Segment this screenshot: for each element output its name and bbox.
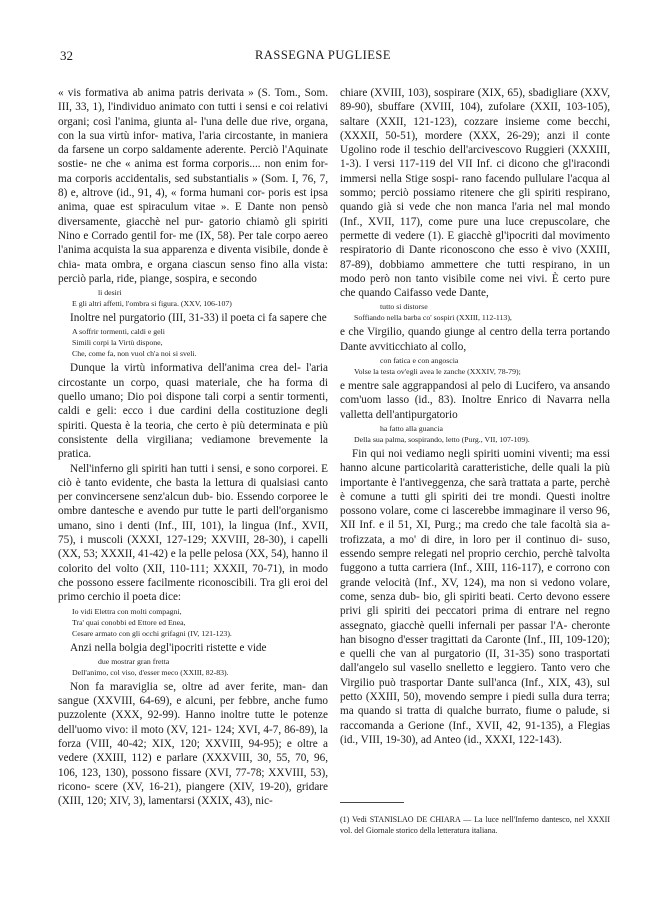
verse-quotation <box>340 355 610 377</box>
paragraph: Fin qui noi vediamo negli spiriti uomini viventi; ma essi hanno alcune particolarità caratteristiche, delle quali la più importante è l'antiveggenza, che sarà trattata a parte, perchè è comune a tutti gli spiriti dei tre mondi. Questi inoltre possono volare, come ci lascerebbe immaginare il verso 96, XII Inf. e il 51, XI, Purg.; ma credo che tale facoltà sia a- trofizzata, a mo' di dire, in loro per il continuo di- suso, essendo sempre relegati nel proprio cerchio, perchè talvolta fuggono a tutta carriera (Inf., XIII, 116-117), e corrono con grande velocità (Inf., XV, 124), ma non si vedono volare, come, senza dub- bio, gli spiriti beati. Certo devono essere privi gli spiriti dei peccatori prima di entrare nel regno assegnato, giacchè quelli infernali per passar l'A- cheronte han bisogno d'esser tragittati da Caronte (Inf., III, 109-120); e quelli che van al purgatorio (II, 31-35) sono trasportati dall'angelo sul vasello snelletto e leggiero. Tanto vero che Virgilio può trasportar Dante sull'ancа (Inf., XIX, 43), sul petto (XXIII, 50), movendo sempre i piedi sulla dura terra; ma quando si tratta di qualche burrato, fiume o palude, si raccomanda a Gerione (Inf., XVII, 42, 91-135), a Flegias (id., VIII, 19-30), ad Anteo (id., XXXI, 122-143). <box>340 447 610 746</box>
verse-line: ha fatto alla guancia <box>380 423 443 433</box>
running-head: RASSEGNA PUGLIESE <box>255 48 391 62</box>
verse-line: Simili corpi la Virtù dispone, <box>72 338 163 348</box>
verse-line: Volse la testa ov'egli avea le zanche (XXXIV, 78-79); <box>354 367 521 377</box>
verse-quotation <box>58 326 328 359</box>
paragraph: e mentre sale aggrappandosi al pelo di Lucifero, va ansando com'uom lasso (id., 83). Inoltre Enrico di Navarra nella valletta dell'antipurgatorio <box>340 380 610 421</box>
paragraph: Anzi nella bolgia degl'ipocriti ristette e vide <box>70 641 267 654</box>
verse-line: Cesare armato con gli occhi grifagni (IV, 121-123). <box>72 628 232 638</box>
paragraph: e che Virgilio, quando giunge al centro della terra portando Dante avviticchiato al collo, <box>340 326 610 353</box>
verse-line: due mostrar gran fretta <box>98 656 170 666</box>
verse-quotation <box>340 423 610 445</box>
verse-line: Io vidi Elettra con molti compagni, <box>72 606 182 616</box>
paragraph: chiare (XVIII, 103), sospirare (XIX, 65), sbadigliare (XXV, 89-90), sbuffare (XVIII, 104), zufolare (XXII, 103-105), saltare (XXII, 121-123), cozzare insieme come becchi, (XXXII, 50-51), mordere (XXX, 26-29); anzi il conte Ugolino rode il teschio dell'arcivescovo Ruggieri (XXXIII, 1-3). I versi 117-119 del VII Inf. ci dicono che gl'iracondi immersi nella Stige sospi- rano facendo pullulare l'acqua al sommo; perciò possiamo ritenere che gli spiriti respirano, quando già si vede che non manca l'aria nel mal mondo (Inf., XVII, 117), come pure una luce crepuscolare, che permette di vedere (1). E giacchè gl'ipocriti dal movimento respiratorio di Dante riconoscono che esso è vivo (XXIII, 87-89), dobbiamo ammettere che tutti respirano, in un modo però non tanto visibile come nei vivi. È certo pure che quando Caifasso vede Dante, <box>340 87 610 300</box>
footnote-text: Vedi STANISLAO DE CHIARA — La luce nell'Inferno dantesco, nel XXXII vol. del Giornale storico della letteratura italiana. <box>340 815 610 835</box>
left-column <box>58 86 328 808</box>
footnote <box>340 814 610 836</box>
footnote-marker: (1) <box>340 815 350 824</box>
verse-line: Dell'animo, col viso, d'esser meco (XXIII, 82-83). <box>72 667 229 677</box>
verse-line: Che, come fa, non vuol ch'a noi si sveli. <box>72 349 197 359</box>
verse-quotation <box>58 606 328 639</box>
verse-quotation <box>340 301 610 323</box>
verse-line: E gli altri affetti, l'ombra si figura. (XXV, 106-107) <box>72 299 232 309</box>
paragraph: « vis formativa ab anima patris derivata » (S. Tom., Som. III, 33, 1), l'individuo animato con tutti i sensi e coi relativi organi; così l'anima, giunta al- l'una delle due rive, organa, con la sua virtù infor- mativa, l'aria circostante, in maniera da farsene un corpo saldamente aderente. Perciò l'Aquinate sostie- ne che « anima est forma corporis.... non enim for- ma corporis accidentalis, sed substantialis » (Som. I, 76, 7, 8) e, altrove (id., 91, 4), « forma humani cor- poris est ipsa anima, quae est spiraculum vitae ». E Dante non pensò diversamente, giacchè nel pur- gatorio chiamò gli spiriti Nino e Corrado gentil for- me (IX, 58). Per tale corpo aereo l'anima acquista la sua apparenza e diventa visibile, donde è chia- mata ombra, e organa ciascun senso fino alla vista: perciò parla, ride, piange, sospira, e secondo <box>58 87 328 285</box>
right-column <box>340 86 610 747</box>
verse-line: Tra' quai conobbi ed Ettore ed Enea, <box>72 617 186 627</box>
verse-line: con fatica e con angoscia <box>380 356 459 366</box>
paragraph: Dunque la virtù informativa dell'anima crea del- l'aria circostante un corpo, quasi materiale, che ha forma di quello umano; Dio poi dispone tali corpi a sentir tormenti, caldi e geli: ecco i due cardini della costituzione degli spiriti. Questa è la teoria, che certo è più determinata e più consistente della virgiliana; vediamone brevemente la pratica. <box>58 362 328 461</box>
paragraph: Non fa maraviglia se, oltre ad aver ferite, man- dan sangue (XXVIII, 64-69), e alcuni, per febbre, anche fumo puzzolente (XXX, 92-99). Hanno inoltre tutte le potenze dell'uomo vivo: il moto (XV, 121- 124; XVI, 4-7, 86-89), la forza (VIII, 40-42; XIX, 120; XXVIII, 94-95); e oltre a vedere (XXIII, 112) e parlare (XXXVIII, 30, 55, 70, 96, 106, 123, 130), possono fissare (XVI, 77-78; XXVIII, 53), ricono- scere (XV, 16-21), piangere (XIV, 19-20), gridare (XIII, 120; XIV, 3), lamentarsi (XXIX, 43), nic- <box>58 680 328 808</box>
verse-quotation <box>58 287 328 309</box>
page-number: 32 <box>60 48 73 63</box>
verse-quotation <box>58 656 328 678</box>
paragraph: Nell'inferno gli spiriti han tutti i sensi, e sono corporei. E ciò è tanto evidente, che basta la lettura di qualsiasi canto per convincersene senz'alcun dub- bio. Essendo corporee le ombre dantesche e avendo pur tutte le parti dell'organismo umano, sino i denti (Inf., III, 101), la lingua (Inf., XVII, 75), i muscoli (XXXI, 127-129; XXVIII, 28-30), i capelli (XX, 53; XXXII, 41-42) e la pelle pelosa (XX, 54), hanno il colorito del volto (XII, 110-111; XXXII, 70-71), in modo che possono essere facilmente riconoscibili. Tra gli eroi del primo cerchio il poeta dice: <box>58 462 328 604</box>
footnote-rule <box>340 802 404 803</box>
paragraph: Inoltre nel purgatorio (III, 31-33) il poeta ci fa sapere che <box>70 312 327 325</box>
verse-line: A soffrir tormenti, caldi e geli <box>72 327 165 337</box>
verse-line: Soffiando nella barba co' sospiri (XXIII, 112-113), <box>354 313 512 323</box>
verse-line: li desiri <box>98 288 122 298</box>
verse-line: tutto si distorse <box>380 302 428 312</box>
verse-line: Della sua palma, sospirando, letto (Purg., VII, 107-109). <box>354 434 530 444</box>
